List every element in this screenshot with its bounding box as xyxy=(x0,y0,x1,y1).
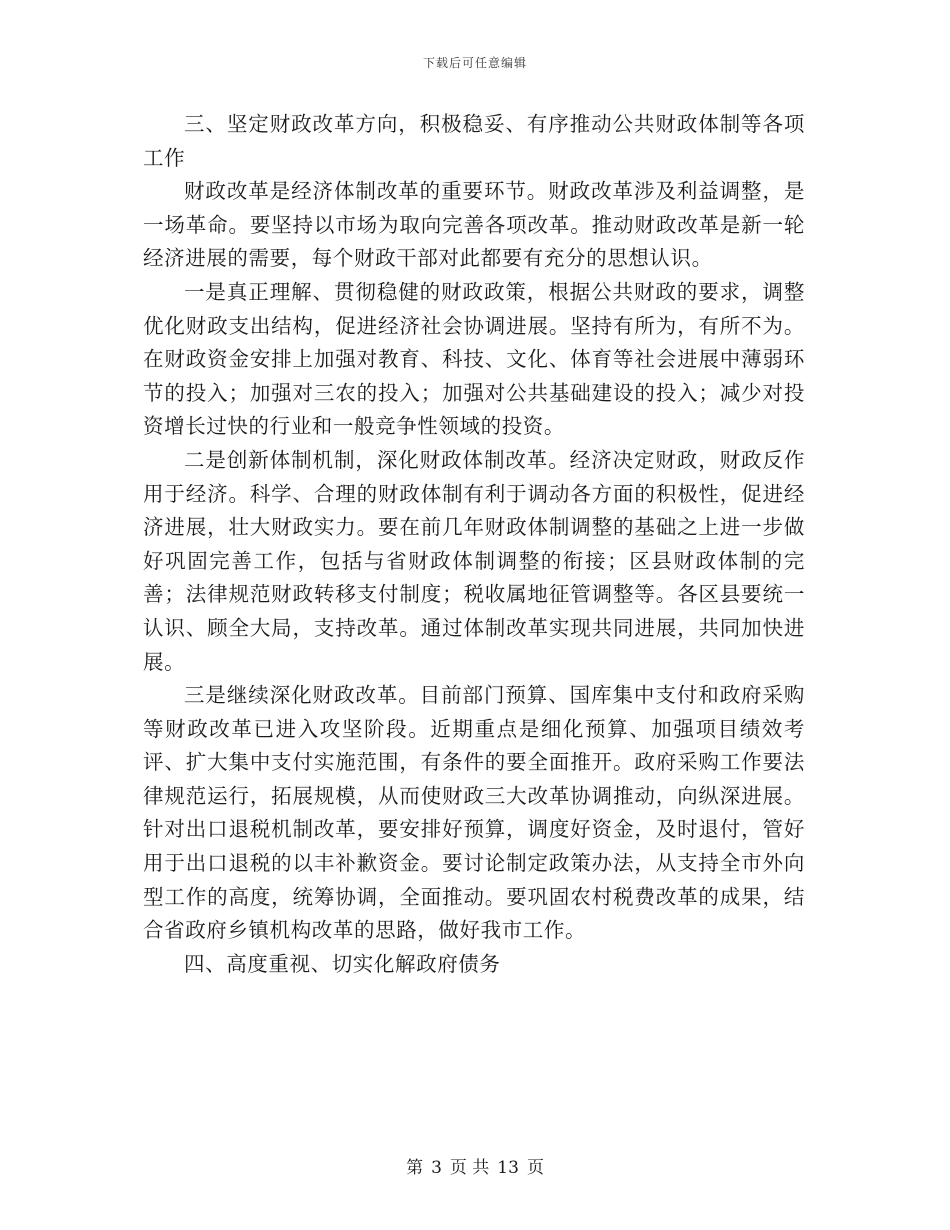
page-suffix: 页 xyxy=(526,1158,544,1178)
page-footer xyxy=(0,1153,950,1178)
body-paragraph: 三是继续深化财政改革。目前部门预算、国库集中支付和政府采购等财政改革已进入攻坚阶段。近期重点是细化预算、加强项目绩效考评、扩大集中支付实施范围，有条件的要全面推开。政府采购工作要法律规范运行，拓展规模，从而使财政三大改革协调推动，向纵深进展。针对出口退税机制改革，要安排好预算，调度好资金，及时退付，管好用于出口退税的以丰补歉资金。要讨论制定政策办法，从支持全市外向型工作的高度，统筹协调，全面推动。要巩固农村税费改革的成果，结合省政府乡镇机构改革的思路，做好我市工作。 xyxy=(143,683,805,943)
page-total: 13 xyxy=(497,1158,519,1178)
section-heading-3: 三、坚定财政改革方向，积极稳妥、有序推动公共财政体制等各项工作 xyxy=(143,112,805,170)
section-heading-4: 四、高度重视、切实化解政府债务 xyxy=(184,951,501,976)
page-middle: 页 共 xyxy=(449,1158,490,1178)
body-paragraph: 一是真正理解、贯彻稳健的财政政策，根据公共财政的要求，调整优化财政支出结构，促进经济社会协调进展。坚持有所为，有所不为。在财政资金安排上加强对教育、科技、文化、体育等社会进展中薄弱环节的投入；加强对三农的投入；加强对公共基础建设的投入；减少对投资增长过快的行业和一般竞争性领域的投资。 xyxy=(143,279,805,439)
body-paragraph: 二是创新体制机制，深化财政体制改革。经济决定财政，财政反作用于经济。科学、合理的财政体制有利于调动各方面的积极性，促进经济进展，壮大财政实力。要在前几年财政体制调整的基础之上进一步做好巩固完善工作，包括与省财政体制调整的衔接；区县财政体制的完善；法律规范财政转移支付制度；税收属地征管调整等。各区县要统一认识、顾全大局，支持改革。通过体制改革实现共同进展，共同加快进展。 xyxy=(143,447,805,674)
page-number: 3 xyxy=(431,1158,442,1178)
document-body xyxy=(143,108,805,981)
page-header-note: 下载后可任意编辑 xyxy=(422,56,527,70)
body-paragraph: 财政改革是经济体制改革的重要环节。财政改革涉及利益调整，是一场革命。要坚持以市场为取向完善各项改革。推动财政改革是新一轮经济进展的需要，每个财政干部对此都要有充分的思想认识。 xyxy=(143,179,805,271)
page-prefix: 第 xyxy=(406,1158,424,1178)
